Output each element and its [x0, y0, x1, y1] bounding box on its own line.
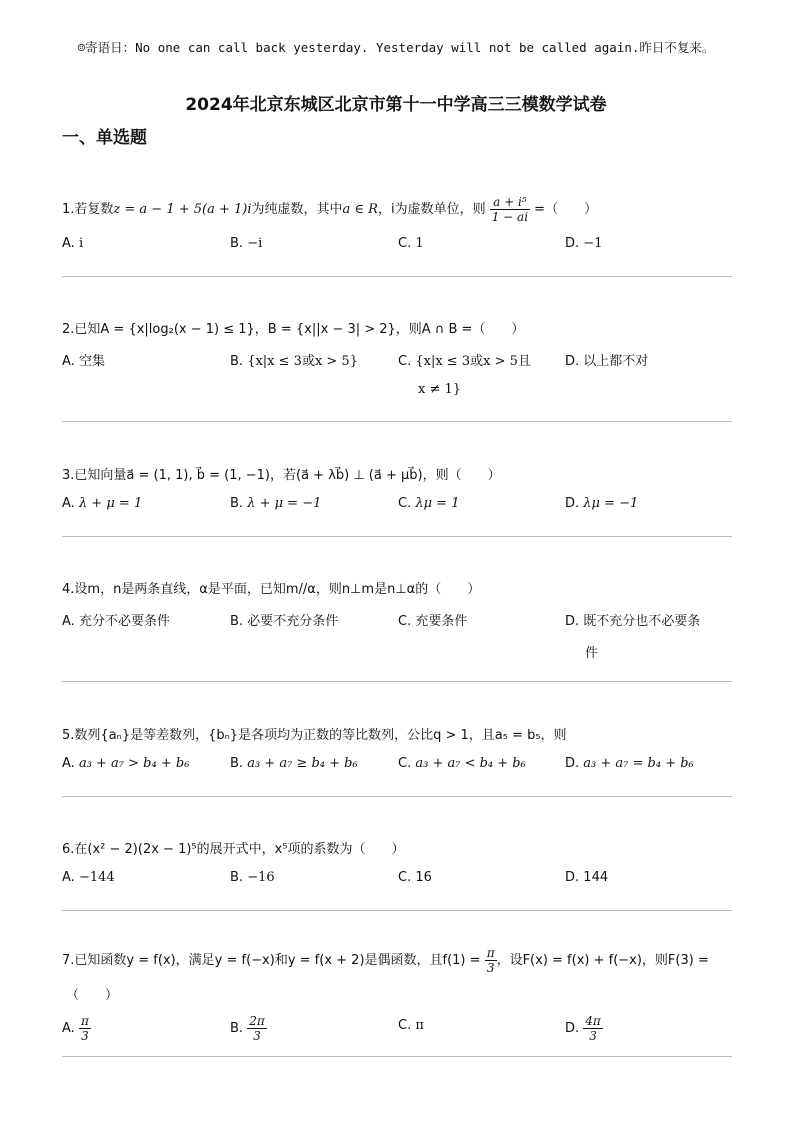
option-d[interactable]: D. 既不充分也不必要条	[565, 614, 701, 629]
option-d[interactable]: D. −1	[565, 236, 603, 251]
option-a[interactable]: A. −144	[62, 870, 115, 885]
option-c[interactable]: C. λμ = 1	[398, 496, 460, 511]
option-a[interactable]: A. 充分不必要条件	[62, 614, 170, 629]
divider	[62, 681, 732, 682]
question-7-stem: 7.已知函数y = f(x)，满足y = f(−x)和y = f(x + 2)是偶函数，且f(1) = $\frac{\pi}{3}$ ，设F(x) = f(x) + f(−x)，则F(3) =	[62, 946, 709, 975]
option-d-continued: 件	[585, 646, 599, 661]
option-b[interactable]: B. $\frac{2\pi}{3}$	[230, 1014, 265, 1043]
option-c[interactable]: C. a₃ + a₇ < b₄ + b₆	[398, 756, 526, 771]
section-heading: 一、单选题	[62, 128, 147, 148]
question-2-stem: 2.已知A = {x|log₂(x − 1) ≤ 1}，B = {x||x − 3| > 2}，则A ∩ B =（ ）	[62, 322, 525, 337]
motto-line: ☺寄语日：No one can call back yesterday. Yesterday will not be called again.昨日不复来。	[77, 40, 715, 55]
question-6-stem: 6.在(x² − 2)(2x − 1)⁵的展开式中，x⁵项的系数为（ ）	[62, 842, 405, 857]
option-d[interactable]: D. a₃ + a₇ = b₄ + b₆	[565, 756, 694, 771]
paper-title: 2024年北京东城区北京市第十一中学高三三模数学试卷	[185, 95, 607, 115]
option-b[interactable]: B. λ + μ = −1	[230, 496, 322, 511]
fraction: $\frac{\pi}{3}$	[486, 946, 495, 975]
option-a[interactable]: A. $\frac{\pi}{3}$	[62, 1014, 89, 1043]
option-b[interactable]: B. −i	[230, 236, 263, 251]
option-d[interactable]: D. 144	[565, 870, 609, 885]
divider	[62, 910, 732, 911]
question-1-stem: 1.若复数z = a − 1 + 5(a + 1)i为纯虚数，其中a ∈ R，i为虚数单位，则 $\frac{\text{a + i⁵}}{1 - ai}$ =（ ）	[62, 195, 598, 224]
divider	[62, 276, 732, 277]
option-b[interactable]: B. 必要不充分条件	[230, 614, 339, 629]
divider	[62, 536, 732, 537]
option-b[interactable]: B. −16	[230, 870, 275, 885]
option-c[interactable]: C. π	[398, 1018, 424, 1033]
option-c[interactable]: C. 16	[398, 870, 432, 885]
question-4-stem: 4.设m，n是两条直线，α是平面，已知m//α，则n⊥m是n⊥α的（ ）	[62, 582, 481, 597]
option-b[interactable]: B. {x|x ≤ 3或x > 5}	[230, 354, 358, 369]
option-c[interactable]: C. {x|x ≤ 3或x > 5且	[398, 354, 531, 369]
option-d[interactable]: D. $\frac{4\pi}{3}$	[565, 1014, 601, 1043]
option-b[interactable]: B. a₃ + a₇ ≥ b₄ + b₆	[230, 756, 358, 771]
option-a[interactable]: A. i	[62, 236, 84, 251]
option-d[interactable]: D. λμ = −1	[565, 496, 639, 511]
divider	[62, 796, 732, 797]
question-3-stem: 3.已知向量a⃗ = (1, 1), b⃗ = (1, −1)，若(a⃗ + λb⃗) ⊥ (a⃗ + μb⃗)，则（ ）	[62, 468, 501, 483]
option-a[interactable]: A. 空集	[62, 354, 105, 369]
option-a[interactable]: A. λ + μ = 1	[62, 496, 143, 511]
option-c-continued: x ≠ 1}	[418, 382, 462, 397]
option-d[interactable]: D. 以上都不对	[565, 354, 649, 369]
option-c[interactable]: C. 1	[398, 236, 424, 251]
divider	[62, 1056, 732, 1057]
fraction: $\frac{\text{a + i⁵}}{1 - ai}$	[491, 195, 529, 224]
question-5-stem: 5.数列{aₙ}是等差数列，{bₙ}是各项均为正数的等比数列，公比q > 1，且a₅ = b₅，则	[62, 728, 567, 743]
option-c[interactable]: C. 充要条件	[398, 614, 468, 629]
question-7-stem-line2: （ ）	[66, 988, 119, 1003]
option-a[interactable]: A. a₃ + a₇ > b₄ + b₆	[62, 756, 190, 771]
divider	[62, 421, 732, 422]
